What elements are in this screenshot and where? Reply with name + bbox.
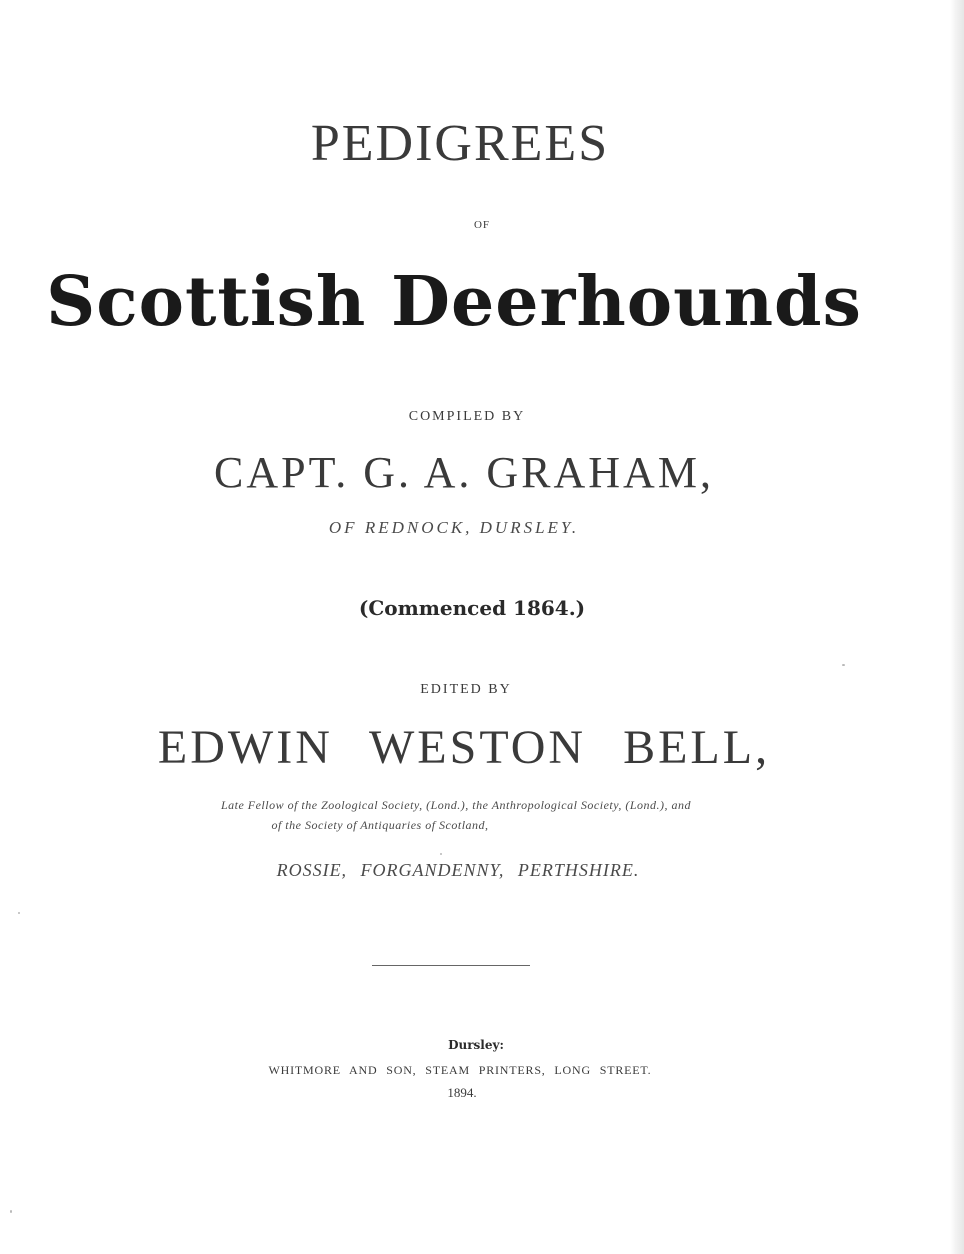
imprint-printer: WHITMORE AND SON, STEAM PRINTERS, LONG STREET.	[268, 1063, 652, 1077]
book-subject: Scottish Deerhounds	[46, 262, 862, 342]
commenced-date: (Commenced 1864.)	[358, 596, 586, 620]
compiled-by-label: COMPILED BY	[408, 409, 526, 424]
imprint-year: 1894.	[447, 1085, 477, 1100]
scan-speck	[10, 1210, 12, 1213]
compiler-place: OF REDNOCK, DURSLEY.	[328, 518, 580, 537]
scan-speck	[18, 912, 20, 914]
divider-rule	[372, 965, 530, 966]
editor-name: EDWIN WESTON BELL,	[157, 721, 771, 774]
editor-place: ROSSIE, FORGANDENNY, PERTHSHIRE.	[276, 860, 640, 880]
scan-speck	[440, 853, 442, 855]
book-title: PEDIGREES	[310, 115, 610, 172]
edited-by-label: EDITED BY	[420, 682, 512, 697]
page-edge-shadow	[950, 0, 964, 1254]
imprint-place: Dursley:	[448, 1038, 504, 1052]
title-connector: OF	[473, 219, 491, 231]
scan-speck	[842, 664, 845, 666]
editor-credentials-line-1: Late Fellow of the Zoological Society, (Lond.), the Anthropological Society, (Lond.), and	[220, 798, 692, 812]
editor-credentials-line-2: of the Society of Antiquaries of Scotland,	[271, 818, 489, 832]
compiler-name: CAPT. G. A. GRAHAM,	[214, 448, 714, 497]
